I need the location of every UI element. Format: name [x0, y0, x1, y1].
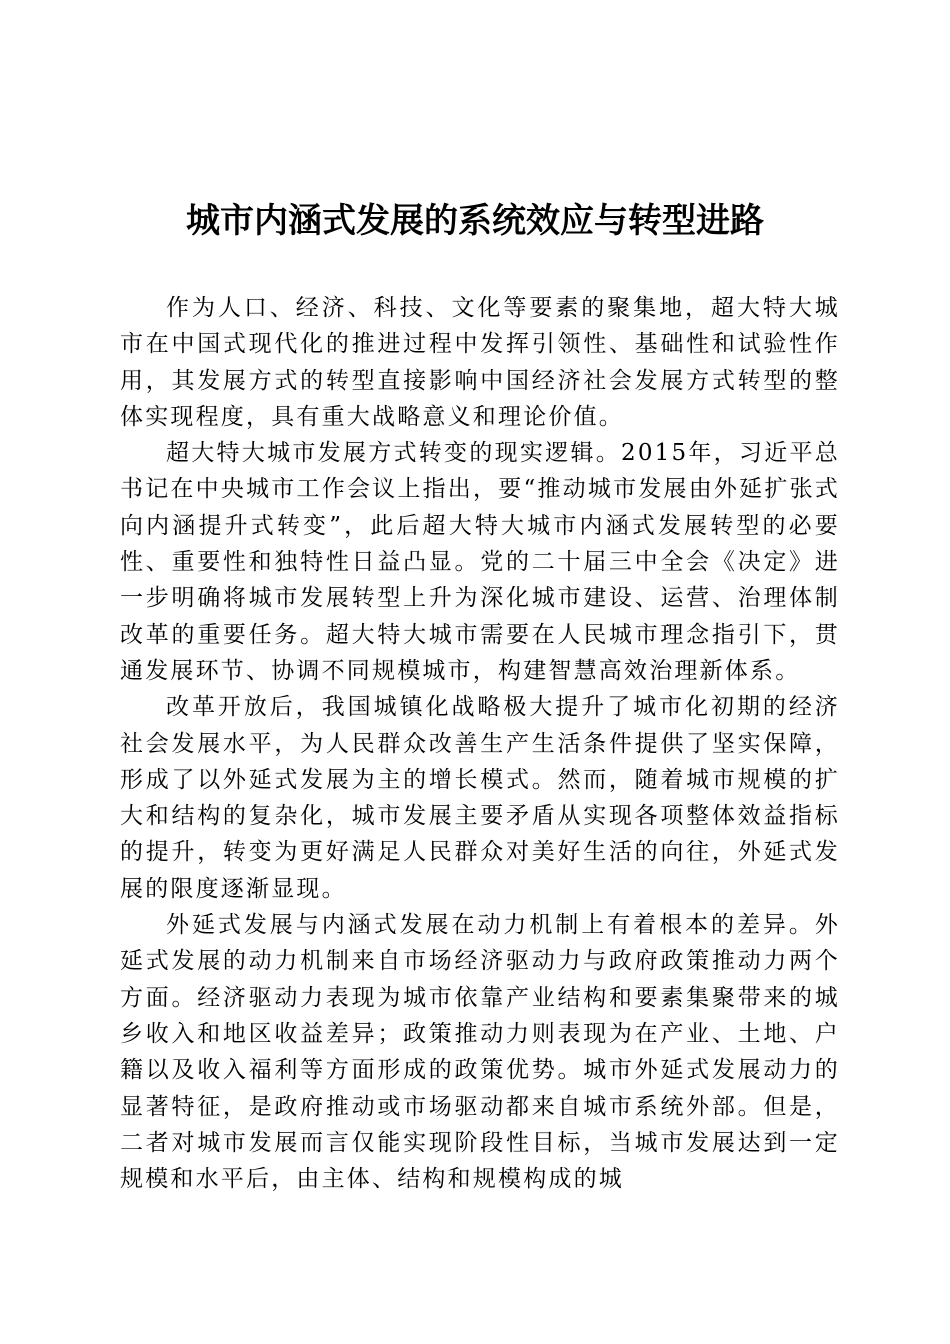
document-title: 城市内涵式发展的系统效应与转型进路 — [186, 201, 764, 241]
paragraph: 作为人口、经济、科技、文化等要素的聚集地，超大特大城市在中国式现代化的推进过程中发挥引领性、基础性和试验性作用，其发展方式的转型直接影响中国经济社会发展方式转型的整体实现程度，具有重大战略意义和理论价值。 — [120, 295, 840, 430]
document-body — [120, 290, 840, 1197]
paragraph: 超大特大城市发展方式转变的现实逻辑。2015年，习近平总书记在中央城市工作会议上指出，要“推动城市发展由外延扩张式向内涵提升式转变”，此后超大特大城市内涵式发展转型的必要性、重要性和独特性日益凸显。党的二十届三中全会《决定》进一步明确将城市发展转型上升为深化城市建设、运营、治理体制改革的重要任务。超大特大城市需要在人民城市理念指引下，贯通发展环节、协调不同规模城市，构建智慧高效治理新体系。 — [120, 440, 840, 684]
paragraph: 外延式发展与内涵式发展在动力机制上有着根本的差异。外延式发展的动力机制来自市场经济驱动力与政府政策推动力两个方面。经济驱动力表现为城市依靠产业结构和要素集聚带来的城乡收入和地区收益差异；政策推动力则表现为在产业、土地、户籍以及收入福利等方面形成的政策优势。城市外延式发展动力的显著特征，是政府推动或市场驱动都来自城市系统外部。但是，二者对城市发展而言仅能实现阶段性目标，当城市发展达到一定规模和水平后，由主体、结构和规模构成的城 — [120, 912, 840, 1193]
paragraph: 改革开放后，我国城镇化战略极大提升了城市化初期的经济社会发展水平，为人民群众改善生产生活条件提供了坚实保障，形成了以外延式发展为主的增长模式。然而，随着城市规模的扩大和结构的复杂化，城市发展主要矛盾从实现各项整体效益指标的提升，转变为更好满足人民群众对美好生活的向往，外延式发展的限度逐渐显现。 — [120, 694, 840, 902]
